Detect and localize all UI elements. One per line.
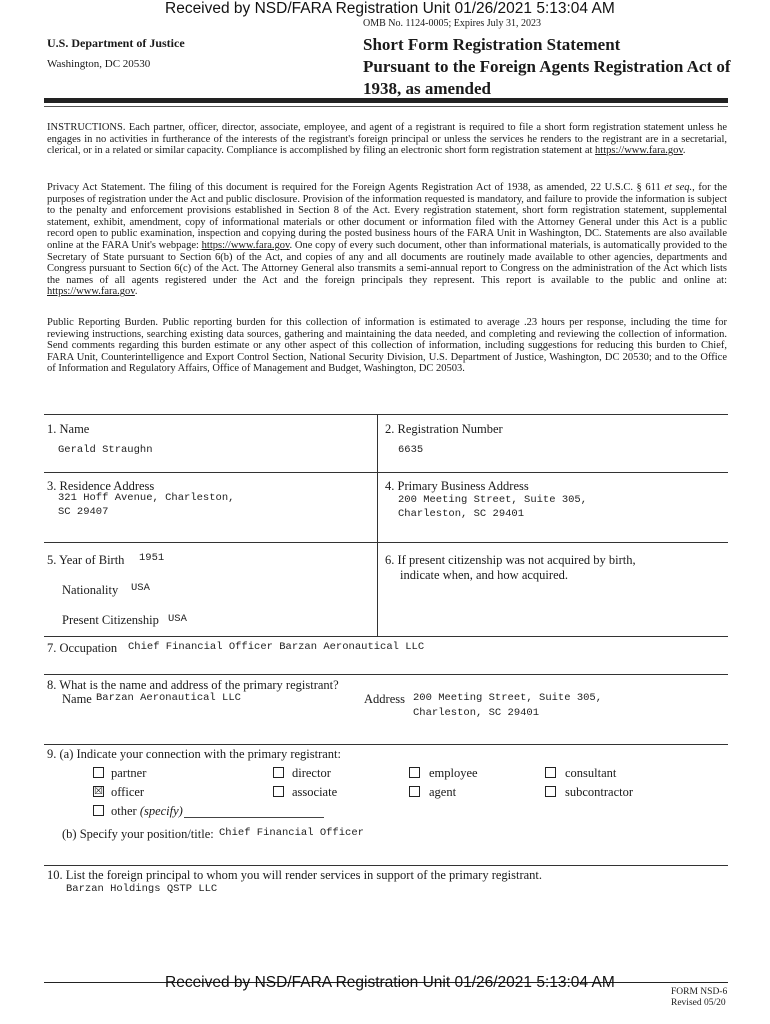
- grid-line: [44, 414, 728, 415]
- subcontractor-checkbox[interactable]: [545, 786, 556, 797]
- consultant-label: consultant: [565, 766, 617, 780]
- privacy-paragraph: Privacy Act Statement. The filing of this document is required for the Foreign Agents Registration Act of 1938, as amended, 22 U.S.C. § 611 et seq., for the purposes of registration under the Act and public disclosure. Provision of the information requested is mandatory, and failure to provide the information is subject to the penalty and enforcement provisions established in Section 8 of the Act. Every registration statement, short form registration statement, supplemental statement, exhibit, amendment, copy of informational materials or other document or information filed with the Attorney General under this Act is a public record open to public examination, inspection and copying during the posted business hours of the FARA Unit in Washington, DC. Statements are also available online at the FARA Unit's webpage: https://www.fara.gov. One copy of every such document, other than informational materials, is automatically provided to the Secretary of State pursuant to Section 6(b) of the Act, and copies of any and all documents are routinely made available to other agencies, departments and Congress pursuant to Section 6(c) of the Act. The Attorney General also transmits a semi-annual report to Congress on the administration of the Act which lists the names of all agents registered under the Act and the foreign principals they represent. This report is available to the public and online at: https://www.fara.gov.: [47, 182, 728, 298]
- grid-line: [44, 865, 728, 866]
- year-of-birth-label: 5. Year of Birth: [47, 553, 125, 567]
- employee-checkbox[interactable]: [409, 767, 420, 778]
- department-city: Washington, DC 20530: [47, 58, 151, 70]
- other-specify-line[interactable]: [184, 817, 324, 818]
- primary-registrant-question: 8. What is the name and address of the primary registrant?: [47, 678, 339, 692]
- associate-label: associate: [292, 785, 338, 799]
- name-label: 1. Name: [47, 422, 90, 436]
- occupation-value: Chief Financial Officer Barzan Aeronautical LLC: [128, 641, 425, 653]
- consultant-checkbox[interactable]: [545, 767, 556, 778]
- employee-label: employee: [429, 766, 478, 780]
- instructions-paragraph: INSTRUCTIONS. Each partner, officer, director, associate, employee, and agent of a registrant is required to file a short form registration statement unless he engages in no activities in furtherance of the interests of the registrant's foreign principal or unless the services he renders to the registrant are in a secretarial, clerical, or in a related or similar capacity. Compliance is accomplished by filing an electronic short form registration statement at https://www.fara.gov.: [47, 122, 727, 157]
- omb-number: OMB No. 1124-0005; Expires July 31, 2023: [363, 18, 541, 29]
- residence-address-label: 3. Residence Address: [47, 479, 155, 493]
- position-title-value: Chief Financial Officer: [219, 827, 364, 839]
- registrant-address-line1: 200 Meeting Street, Suite 305,: [413, 692, 603, 704]
- grid-line: [44, 472, 728, 473]
- citizenship-question-line1: 6. If present citizenship was not acquired by birth,: [385, 553, 636, 567]
- citizenship-label: Present Citizenship: [62, 613, 159, 627]
- form-title: [363, 34, 731, 100]
- business-address-label: 4. Primary Business Address: [385, 479, 529, 493]
- nationality-label: Nationality: [62, 583, 119, 597]
- header-rule-thick: [44, 98, 728, 103]
- form-title-line3: 1938, as amended: [363, 79, 491, 98]
- connection-question: 9. (a) Indicate your connection with the primary registrant:: [47, 747, 341, 761]
- registrant-address-line2: Charleston, SC 29401: [413, 707, 540, 719]
- header-rule-thin: [44, 106, 728, 107]
- received-stamp-top: Received by NSD/FARA Registration Unit 01/26/2021 5:13:04 AM: [165, 0, 615, 17]
- director-label: director: [292, 766, 331, 780]
- registrant-name-value: Barzan Aeronautical LLC: [96, 692, 241, 704]
- associate-checkbox[interactable]: [273, 786, 284, 797]
- residence-address-line2: SC 29407: [58, 506, 109, 518]
- grid-line: [44, 674, 728, 675]
- form-title-line2: Pursuant to the Foreign Agents Registration Act of: [363, 57, 731, 76]
- name-value: Gerald Straughn: [58, 444, 153, 456]
- form-number: FORM NSD-6: [671, 987, 728, 997]
- agent-checkbox[interactable]: [409, 786, 420, 797]
- department-name: U.S. Department of Justice: [47, 36, 185, 50]
- citizenship-value: USA: [168, 613, 187, 625]
- form-id: [671, 987, 727, 1009]
- foreign-principal-question: 10. List the foreign principal to whom you will render services in support of the primary registrant.: [47, 868, 543, 882]
- registrant-address-label: Address: [364, 692, 405, 706]
- fara-link-privacy-1[interactable]: https://www.fara.gov: [201, 239, 290, 251]
- year-of-birth-value: 1951: [139, 552, 165, 564]
- officer-checkbox[interactable]: ☒: [94, 786, 103, 797]
- other-checkbox[interactable]: [93, 805, 104, 816]
- citizenship-question-line2: indicate when, and how acquired.: [400, 568, 568, 582]
- foreign-principal-value: Barzan Holdings QSTP LLC: [66, 883, 218, 895]
- registration-number-label: 2. Registration Number: [385, 422, 503, 436]
- form-title-line1: Short Form Registration Statement: [363, 35, 621, 54]
- grid-line: [44, 744, 728, 745]
- registrant-name-label: Name: [62, 692, 92, 706]
- partner-label: partner: [111, 766, 147, 780]
- grid-line: [44, 542, 728, 543]
- officer-label: officer: [111, 785, 145, 799]
- position-title-label: (b) Specify your position/title:: [62, 827, 214, 841]
- partner-checkbox[interactable]: [93, 767, 104, 778]
- nationality-value: USA: [131, 582, 150, 594]
- received-stamp-bottom: Received by NSD/FARA Registration Unit 01/26/2021 5:13:04 AM: [165, 974, 615, 991]
- form-revised: Revised 05/20: [671, 998, 726, 1008]
- registration-number-value: 6635: [398, 444, 424, 456]
- occupation-label: 7. Occupation: [47, 641, 118, 655]
- subcontractor-label: subcontractor: [565, 785, 634, 799]
- fara-link-instructions[interactable]: https://www.fara.gov: [595, 145, 683, 157]
- fara-link-privacy-2[interactable]: https://www.fara.gov: [47, 286, 135, 298]
- director-checkbox[interactable]: [273, 767, 284, 778]
- other-label: other (specify): [111, 804, 183, 818]
- business-address-line2: Charleston, SC 29401: [398, 508, 525, 520]
- residence-address-line1: 321 Hoff Avenue, Charleston,: [58, 492, 235, 504]
- burden-paragraph: Public Reporting Burden. Public reporting burden for this collection of information is estimated to average .23 hours per response, including the time for reviewing instructions, searching existing data sources, gathering and maintaining the data needed, and completing and reviewing the collection of information. Send comments regarding this burden estimate or any other aspect of this collection of information, including suggestions for reducing this burden to Chief, FARA Unit, Counterintelligence and Export Control Section, National Security Division, U.S. Department of Justice, Washington, DC 20530; and to the Office of Information and Regulatory Affairs, Office of Management and Budget, Washington, DC 20503.: [47, 317, 727, 375]
- grid-line: [44, 636, 728, 637]
- agent-label: agent: [429, 785, 457, 799]
- business-address-line1: 200 Meeting Street, Suite 305,: [398, 494, 588, 506]
- grid-divider: [377, 414, 378, 636]
